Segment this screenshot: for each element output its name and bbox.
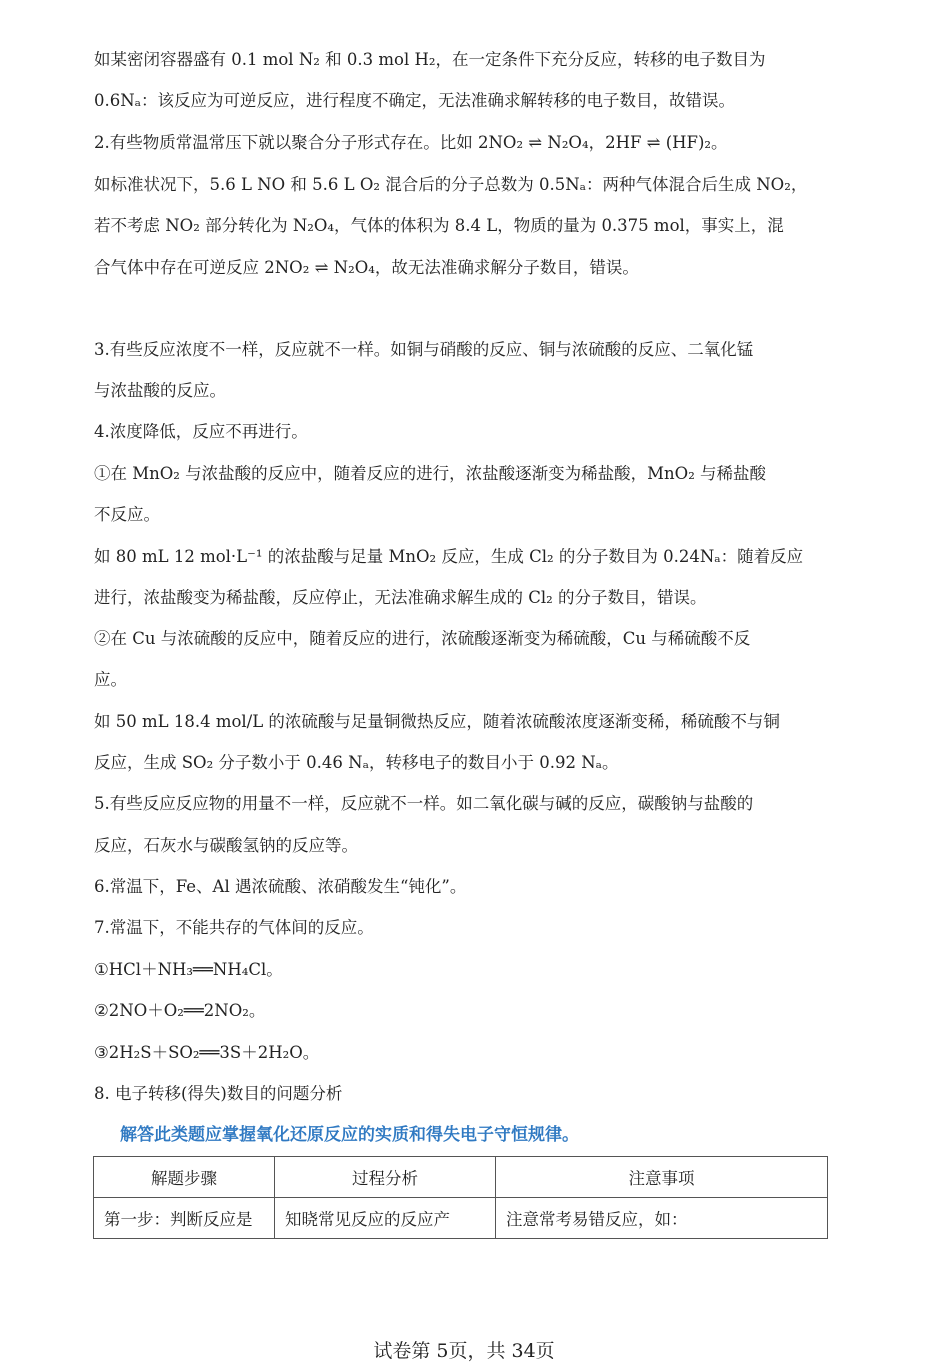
text-line: 3.有些反应浓度不一样，反应就不一样。如铜与硝酸的反应、铜与浓硫酸的反应、二氧化锰 [94,340,754,359]
table-cell: 知晓常见反应的反应产 [275,1198,496,1239]
text-line: 若不考虑 NO₂ 部分转化为 N₂O₄，气体的体积为 8.4 L，物质的量为 0.375 mol，事实上，混 [94,216,784,235]
text-line: 7.常温下，不能共存的气体间的反应。 [94,918,374,937]
text-line: 4.浓度降低，反应不再进行。 [94,422,308,441]
text-line: 如标准状况下，5.6 L NO 和 5.6 L O₂ 混合后的分子总数为 0.5Nₐ：两种气体混合后生成 NO₂， [94,175,808,194]
text-line: ①HCl＋NH₃══NH₄Cl。 [94,960,283,979]
table-cell: 第一步：判断反应是 [94,1198,275,1239]
text-line: 不反应。 [94,505,160,524]
text-line: 反应，石灰水与碳酸氢钠的反应等。 [94,836,358,855]
text-line: ②在 Cu 与浓硫酸的反应中，随着反应的进行，浓硫酸逐渐变为稀硫酸，Cu 与稀硫酸不反 [94,629,751,648]
text-line: ①在 MnO₂ 与浓盐酸的反应中，随着反应的进行，浓盐酸逐渐变为稀盐酸，MnO₂ 与稀盐酸 [94,464,767,483]
highlight-note: 解答此类题应掌握氧化还原反应的实质和得失电子守恒规律。 [120,1125,579,1145]
page-footer: 试卷第 5页，共 34页 [373,1340,555,1362]
table-row [94,1198,828,1239]
text-line: 应。 [94,670,127,689]
text-line: 0.6Nₐ：该反应为可逆反应，进行程度不确定，无法准确求解转移的电子数目，故错误。 [94,91,736,110]
table-header-cell: 解题步骤 [94,1157,275,1198]
text-line: 进行，浓盐酸变为稀盐酸，反应停止，无法准确求解生成的 Cl₂ 的分子数目，错误。 [94,588,707,607]
text-line: ③2H₂S＋SO₂══3S＋2H₂O。 [94,1043,320,1062]
text-line: 6.常温下，Fe、Al 遇浓硫酸、浓硝酸发生“钝化”。 [94,877,467,896]
table-header-row [94,1157,828,1198]
section-heading: 8. 电子转移(得失)数目的问题分析 [94,1084,343,1103]
text-line: 反应，生成 SO₂ 分子数小于 0.46 Nₐ，转移电子的数目小于 0.92 Nₐ。 [94,753,619,772]
text-line: 与浓盐酸的反应。 [94,381,226,400]
text-line: 合气体中存在可逆反应 2NO₂ ⇌ N₂O₄，故无法准确求解分子数目，错误。 [94,258,639,277]
text-line: 如 50 mL 18.4 mol/L 的浓硫酸与足量铜微热反应，随着浓硫酸浓度逐渐变稀，稀硫酸不与铜 [94,712,780,731]
text-line: 如某密闭容器盛有 0.1 mol N₂ 和 0.3 mol H₂，在一定条件下充分反应，转移的电子数目为 [94,50,766,69]
text-line: 如 80 mL 12 mol·L⁻¹ 的浓盐酸与足量 MnO₂ 反应，生成 Cl₂ 的分子数目为 0.24Nₐ：随着反应 [94,547,804,566]
text-line: 5.有些反应反应物的用量不一样，反应就不一样。如二氧化碳与碱的反应，碳酸钠与盐酸的 [94,794,754,813]
table-cell: 注意常考易错反应，如： [496,1198,828,1239]
table-header-cell: 过程分析 [275,1157,496,1198]
text-line: ②2NO＋O₂══2NO₂。 [94,1001,266,1020]
table-header-cell: 注意事项 [496,1157,828,1198]
text-line: 2.有些物质常温常压下就以聚合分子形式存在。比如 2NO₂ ⇌ N₂O₄，2HF ⇌ (HF)₂。 [94,133,728,152]
analysis-table [93,1156,828,1239]
